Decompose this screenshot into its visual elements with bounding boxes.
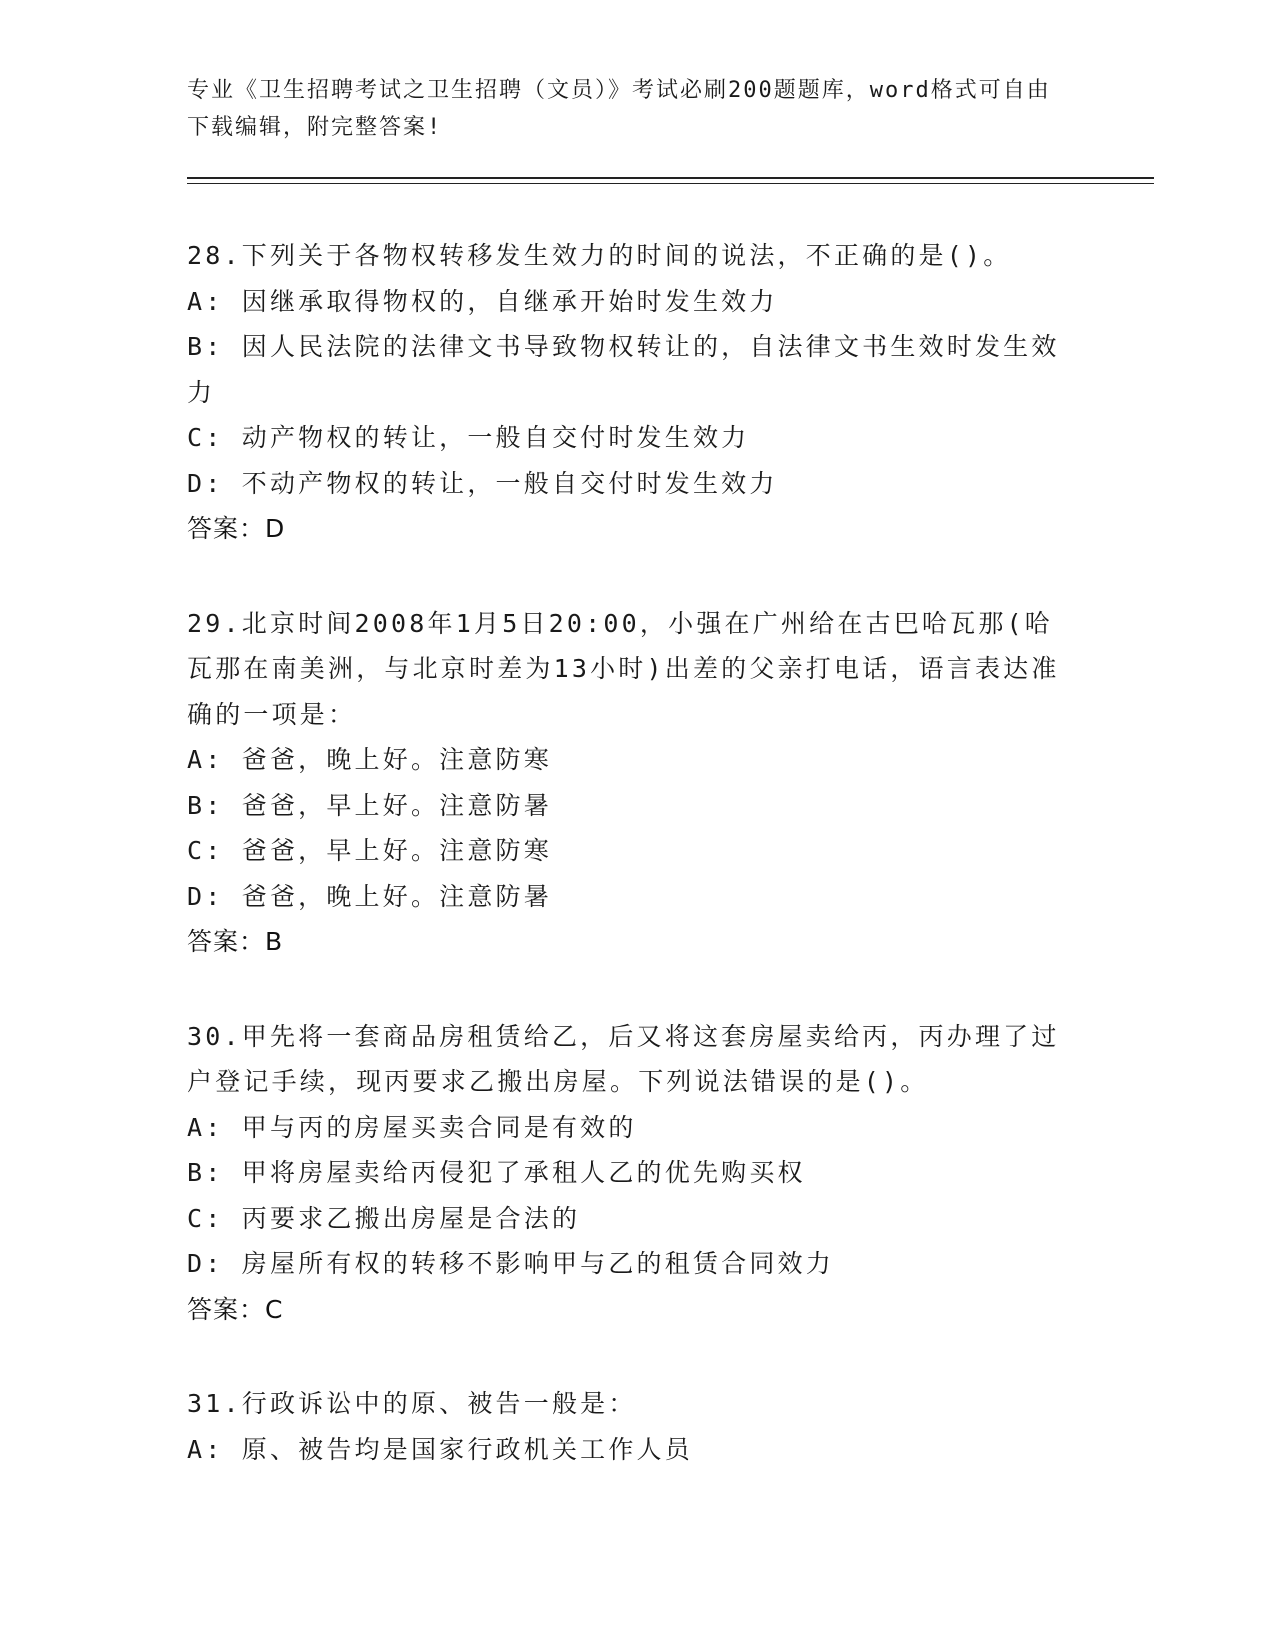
option-d: D: 爸爸，晚上好。注意防暑 (187, 881, 552, 911)
question-28 (187, 233, 1087, 552)
question-stem: 29.北京时间2008年1月5日20:00，小强在广州给在古巴哈瓦那(哈瓦那在南美洲，与北京时差为13小时)出差的父亲打电话，语言表达准确的一项是： (187, 608, 1060, 729)
question-31 (187, 1381, 1087, 1472)
option-c: C: 丙要求乙搬出房屋是合法的 (187, 1203, 581, 1233)
question-29 (187, 601, 1087, 965)
answer-label: 答案：D (187, 514, 286, 543)
answer-label: 答案：B (187, 927, 284, 956)
option-d: D: 房屋所有权的转移不影响甲与乙的租赁合同效力 (187, 1249, 834, 1278)
option-a: A: 因继承取得物权的，自继承开始时发生效力 (187, 286, 778, 316)
answer-label: 答案：C (187, 1294, 284, 1324)
question-list (187, 233, 1087, 1521)
question-stem: 31.行政诉讼中的原、被告一般是： (187, 1389, 637, 1418)
question-stem: 30.甲先将一套商品房租赁给乙，后又将这套房屋卖给丙，丙办理了过户登记手续，现丙要求乙搬出房屋。下列说法错误的是()。 (187, 1021, 1060, 1096)
option-b: B: 爸爸，早上好。注意防暑 (187, 790, 552, 820)
document-header: 专业《卫生招聘考试之卫生招聘（文员）》考试必刷200题题库，word格式可自由下载编辑，附完整答案! (187, 78, 1051, 140)
option-b: B: 甲将房屋卖给丙侵犯了承租人乙的优先购买权 (187, 1158, 806, 1187)
option-a: A: 甲与丙的房屋买卖合同是有效的 (187, 1112, 637, 1142)
option-a: A: 爸爸，晚上好。注意防寒 (187, 745, 552, 774)
option-c: C: 动产物权的转让，一般自交付时发生效力 (187, 423, 750, 452)
header-divider-thin (187, 183, 1154, 184)
question-30 (187, 1014, 1087, 1333)
header-divider-thick (187, 177, 1154, 179)
option-c: C: 爸爸，早上好。注意防寒 (187, 836, 552, 865)
option-d: D: 不动产物权的转让，一般自交付时发生效力 (187, 468, 778, 498)
option-b: B: 因人民法院的法律文书导致物权转让的，自法律文书生效时发生效力 (187, 332, 1060, 407)
option-a: A: 原、被告均是国家行政机关工作人员 (187, 1434, 693, 1464)
question-stem: 28.下列关于各物权转移发生效力的时间的说法，不正确的是()。 (187, 241, 1012, 270)
